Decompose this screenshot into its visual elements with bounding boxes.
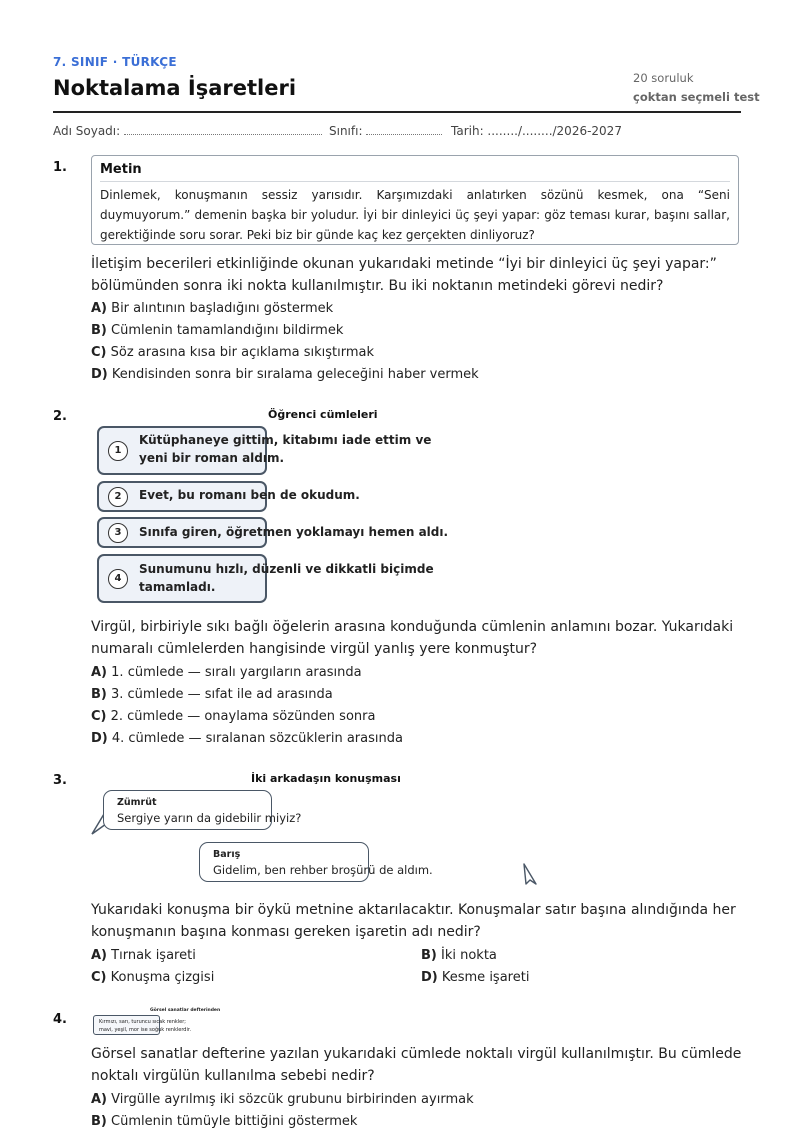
option-key: B) [91,323,107,338]
option-b[interactable] [91,1114,357,1129]
text-box-title: Metin [100,162,142,177]
question-count: 20 soruluk [633,71,694,85]
page-title: Noktalama İşaretleri [53,76,297,100]
option-key: A) [91,665,108,680]
header-divider [53,111,741,113]
option-key: B) [91,687,107,702]
option-a[interactable] [91,1092,474,1107]
option-text: Bir alıntının başladığını göstermek [111,301,334,316]
name-blank [124,124,322,135]
class-label: Sınıfı: [329,124,363,138]
sentence-number: 1 [108,441,128,461]
question-stem: İletişim becerileri etkinliğinde okunan yukarıdaki metinde “İyi bir dinleyici üç şeyi yapar:” bölümünden sonra iki nokta kullanılmıştır. Bu iki noktanın metindeki görevi nedir? [91,256,717,294]
option-text: Söz arasına kısa bir açıklama sıkıştırmak [110,345,375,360]
option-c[interactable] [91,970,214,985]
option-text: Kendisinden sonra bir sıralama geleceğini haber vermek [111,367,479,382]
class-blank [366,124,442,135]
sentence-text: Evet, bu romanı ben de okudum. [139,488,360,502]
option-text: İki nokta [441,948,497,963]
sentence-number: 4 [108,569,128,589]
sentence-text: mavi, yeşil, mor ise soğuk renklerdir. [99,1027,192,1033]
option-key: B) [91,1114,107,1129]
option-key: C) [91,709,107,724]
question-stem: Yukarıdaki konuşma bir öykü metnine aktarılacaktır. Konuşmalar satır başına alındığında her konuşmanın başına konması gereken işaretin adı nedir? [91,902,736,940]
grade-label: 7. SINIF · TÜRKÇE [53,55,177,69]
figure-caption: Görsel sanatlar defterinden [150,1008,221,1013]
option-text: Virgülle ayrılmış iki sözcük grubunu birbirinden ayırmak [111,1092,474,1107]
option-d[interactable] [421,970,529,985]
question-stem: Virgül, birbiriyle sıkı bağlı öğelerin arasına konduğunda cümlenin anlamını bozar. Yukarıdaki numaralı cümlelerden hangisinde virgül yanlış yere konmuştur? [91,619,734,657]
option-b[interactable] [91,323,343,338]
figure-caption: Öğrenci cümleleri [268,408,378,421]
option-d[interactable] [91,367,479,382]
option-d[interactable] [91,731,403,746]
question-number: 3. [53,773,67,788]
option-b[interactable] [91,687,333,702]
sentence-number: 2 [108,487,128,507]
question-number: 2. [53,409,67,424]
cursor-icon [521,862,539,888]
option-a[interactable] [91,301,333,316]
option-key: C) [91,970,107,985]
date-field[interactable] [451,124,622,138]
option-text: 3. cümlede — sıfat ile ad arasında [111,687,333,702]
option-text: Kesme işareti [441,970,530,985]
option-key: B) [421,948,437,963]
question-stem: Görsel sanatlar defterine yazılan yukarıdaki cümlede noktalı virgül kullanılmıştır. Bu cümlede noktalı virgülün kullanılma sebebi nedir? [91,1046,742,1084]
speaker-name: Barış [213,849,241,860]
class-field[interactable] [329,124,442,138]
question-number: 1. [53,160,67,175]
question-number: 4. [53,1012,67,1027]
option-b[interactable] [421,948,497,963]
option-key: A) [91,301,108,316]
sentence-text: Kırmızı, sarı, turuncu sıcak renkler; [99,1019,186,1025]
option-text: Cümlenin tamamlandığını bildirmek [111,323,344,338]
date-label: Tarih: ......../......../2026-2027 [451,124,622,138]
speech-text: Gidelim, ben rehber broşürü de aldım. [213,863,433,877]
option-text: 4. cümlede — sıralanan sözcüklerin arasında [111,731,403,746]
speaker-name: Zümrüt [117,797,157,808]
sentence-text: Sınıfa giren, öğretmen yoklamayı hemen aldı. [139,525,449,539]
option-key: A) [91,948,108,963]
option-text: Cümlenin tümüyle bittiğini göstermek [111,1114,358,1129]
figure-caption: İki arkadaşın konuşması [251,772,401,785]
text-box-body: Dinlemek, konuşmanın sessiz yarısıdır. Karşımızdaki anlatırken sözünü kesmek, ona “Seni duymuyorum.” demenin başka bir yoludur. İyi bir dinleyici üç şeyi yapar: göz teması kurar, başını sallar, gerektiğinde soru sorar. Peki biz bir günde kaç kez gerçekten dinliyoruz? [100,188,730,242]
option-key: A) [91,1092,108,1107]
option-c[interactable] [91,345,374,360]
option-text: 1. cümlede — sıralı yargıların arasında [111,665,362,680]
option-c[interactable] [91,709,375,724]
test-type: çoktan seçmeli test [633,90,760,104]
option-a[interactable] [91,948,196,963]
option-key: D) [421,970,438,985]
option-text: 2. cümlede — onaylama sözünden sonra [110,709,376,724]
sentence-text: Kütüphaneye gittim, kitabımı iade ettim ve yeni bir roman aldım. [139,433,432,465]
name-field[interactable] [53,124,322,138]
option-key: C) [91,345,107,360]
sentence-number: 3 [108,523,128,543]
option-a[interactable] [91,665,362,680]
option-text: Konuşma çizgisi [110,970,215,985]
option-key: D) [91,367,108,382]
name-label: Adı Soyadı: [53,124,121,138]
text-box-divider [100,181,730,182]
option-key: D) [91,731,108,746]
speech-text: Sergiye yarın da gidebilir miyiz? [117,811,302,825]
sentence-text: Sunumunu hızlı, düzenli ve dikkatli biçimde tamamladı. [139,562,434,594]
option-text: Tırnak işareti [111,948,196,963]
text-box [91,155,739,245]
